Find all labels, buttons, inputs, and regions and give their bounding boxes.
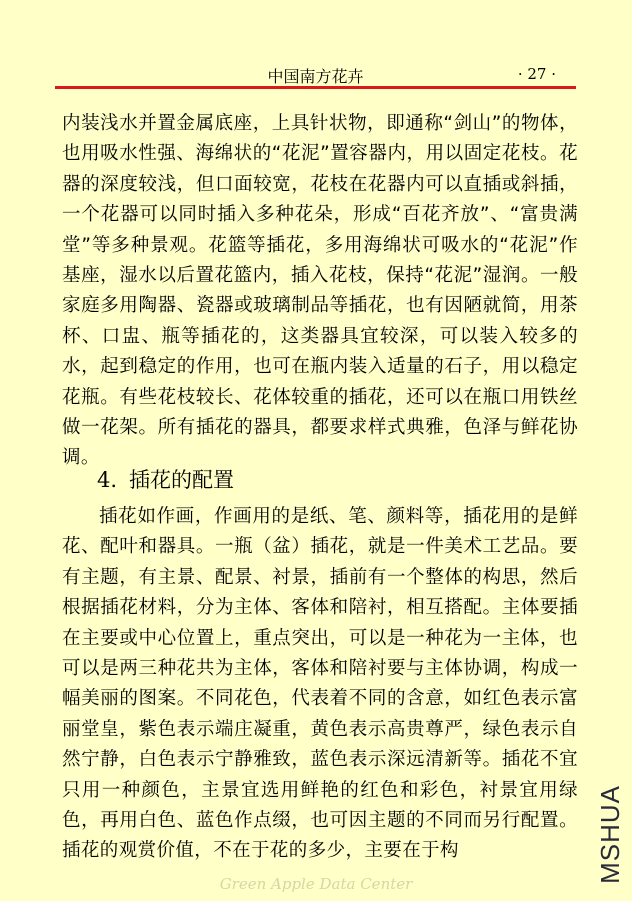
header-rule xyxy=(55,86,576,89)
page-header xyxy=(55,62,576,86)
section-title: 插花的配置 xyxy=(129,468,235,492)
bottom-watermark: Green Apple Data Center xyxy=(219,875,413,893)
section-number: 4. xyxy=(97,468,118,492)
body-paragraph: 内装浅水并置金属底座，上具针状物，即通称“剑山”的物体，也用吸水性强、海绵状的“花泥”置容器内，用以固定花枝。花器的深度较浅，但口面较宽，花枝在花器内可以直插或斜插，一个花器可以同时插入多种花朵，形成“百花齐放”、“富贵满堂”等多种景观。花篮等插花，多用海绵状可吸水的“花泥”作基座，湿水以后置花篮内，插入花枝，保持“花泥”湿润。一般家庭多用陶器、瓷器或玻璃制品等插花，也有因陋就简，用茶杯、口盅、瓶等插花的，这类器具宜较深，可以装入较多的水，起到稳定的作用，也可在瓶内装入适量的石子，用以稳定花瓶。有些花枝较长、花体较重的插花，还可以在瓶口用铁丝做一花架。所有插花的器具，都要求样式典雅，色泽与鲜花协调。 xyxy=(62,113,578,469)
section-heading xyxy=(97,464,234,494)
body-paragraph: 插花如作画，作画用的是纸、笔、颜料等，插花用的是鲜花、配叶和器具。一瓶（盆）插花，就是一件美术工艺品。要有主题，有主景、配景、衬景，插前有一个整体的构思，然后根据插花材料，分为主体、客体和陪衬，相互搭配。主体要插在主要或中心位置上，重点突出，可以是一种花为一主体，也可以是两三种花共为主体，客体和陪衬要与主体协调，构成一幅美丽的图案。不同花色，代表着不同的含意，如红色表示富丽堂皇，紫色表示端庄凝重，黄色表示高贵尊严，绿色表示自然宁静，白色表示宁静雅致，蓝色表示深远清新等。插花不宜只用一种颜色，主景宜选用鲜艳的红色和彩色，衬景宜用绿色，再用白色、蓝色作点缀，也可因主题的不同而另行配置。插花的观赏价值，不在于花的多少，主要在于构 xyxy=(62,506,578,862)
page-number: · 27 · xyxy=(517,65,556,83)
side-watermark: MSHUA xyxy=(595,785,625,884)
running-title: 中国南方花卉 xyxy=(267,67,364,86)
